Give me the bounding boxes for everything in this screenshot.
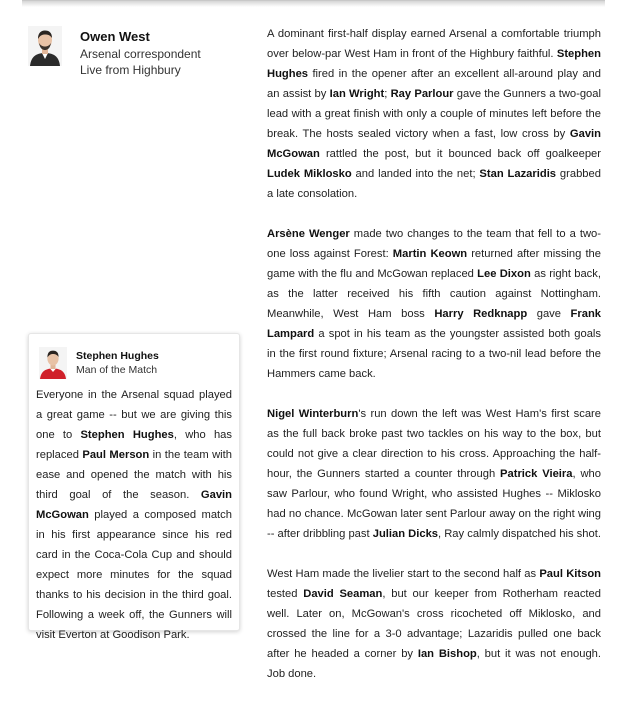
top-divider-shadow: [22, 0, 605, 7]
man-of-the-match-card: [28, 333, 240, 641]
text-run: rattled the post, but it bounced back off goalkeeper: [319, 148, 601, 160]
text-run: A dominant first-half display earned Arsenal a comfortable triumph over below-par West Ham in front of the Highbury faithful.: [267, 28, 601, 60]
player-name: Julian Dicks: [372, 528, 439, 540]
player-name: Harry Redknapp: [434, 308, 528, 320]
player-name: Lee Dixon: [477, 268, 531, 280]
person-portrait-icon: [28, 26, 62, 66]
author-details: [80, 28, 201, 78]
player-name: Stephen Hughes: [80, 429, 174, 441]
player-name: Patrick Vieira: [500, 468, 573, 480]
motm-title: Man of the Match: [76, 364, 158, 376]
text-run: in the team with ease and opened the match with his third goal of the season.: [36, 449, 232, 501]
article-paragraph: [267, 224, 601, 384]
text-run: returned after missing the game with the flu and McGowan replaced: [267, 248, 601, 280]
player-name: David Seaman: [303, 588, 383, 600]
text-run: , but our keeper from Rotherham reacted well. Later on, McGowan's cross ricocheted off Miklosko, and crossed the line for a 3-0 advantage; Lazaridis pulled one back after he headed a corner by: [267, 588, 601, 660]
player-name: Ian Wright: [329, 88, 385, 100]
article-paragraph: [267, 24, 601, 204]
player-name: Ray Parlour: [390, 88, 454, 100]
author-name: Owen West: [80, 29, 150, 44]
player-name: Stephen Hughes: [267, 48, 601, 80]
text-run: gave the Gunners a two-goal lead with a great finish with only a couple of minutes left before the break. The hosts sealed victory when a fast, low cross by: [267, 88, 601, 140]
text-run: 's run down the left was West Ham's first scare as the full back broke past two tackles on his way to the box, but could not give a clear direction to his cross. Approaching the half-hour, the Gunners started a counter through: [267, 408, 601, 480]
text-run: , who saw Parlour, who found Wright, who assisted Hughes -- Miklosko had no chance. McGowan later sent Parlour away on the right wing -- after dribbling past: [267, 468, 601, 540]
player-name: Frank Lampard: [267, 308, 601, 340]
text-run: played a composed match in his first appearance since his red card in the Coca-Cola Cup and should expect more minutes for the squad thanks to his decision in the third goal. Following a week off, the Gunners will visit Everton at Goodison Park.: [36, 509, 232, 641]
text-run: a spot in his team as the youngster assisted both goals in the first round fixture; Arsenal racing to a two-nil lead before the Hammers came back.: [267, 328, 601, 380]
text-run: fired in the opener after an excellent all-around play and an assist by: [267, 68, 601, 100]
player-name: Arsène Wenger: [267, 228, 350, 240]
text-run: gave: [527, 308, 571, 320]
player-name: Gavin McGowan: [267, 128, 601, 160]
text-run: , but it was not enough. Job done.: [267, 648, 602, 680]
text-run: , who has replaced: [36, 429, 232, 461]
text-run: West Ham made the livelier start to the second half as: [267, 568, 540, 580]
player-name: Martin Keown: [392, 248, 468, 260]
author-location: Live from Highbury: [80, 63, 181, 77]
text-run: ;: [384, 88, 391, 100]
text-run: and landed into the net;: [351, 168, 480, 180]
motm-player-name: Stephen Hughes: [76, 350, 159, 362]
text-run: tested: [267, 588, 304, 600]
player-name: Stan Lazaridis: [479, 168, 557, 180]
player-name: Nigel Winterburn: [267, 408, 359, 420]
article-paragraph: [267, 404, 601, 544]
text-run: as right back, as the latter received his fifth caution against Nottingham. Meanwhile, West Ham boss: [267, 268, 601, 320]
text-run: , Ray calmly dispatched his shot.: [438, 528, 601, 540]
motm-avatar: [39, 347, 67, 379]
author-avatar: [28, 26, 62, 66]
player-portrait-icon: [39, 347, 67, 379]
motm-description: [36, 385, 232, 645]
player-name: Paul Kitson: [539, 568, 601, 580]
player-name: Ludek Miklosko: [267, 168, 352, 180]
author-byline: [28, 26, 258, 86]
motm-header: [76, 349, 159, 377]
text-run: made two changes to the team that fell to a two-one loss against Forest:: [267, 228, 601, 260]
text-run: grabbed a late consolation.: [267, 168, 601, 200]
player-name: Gavin McGowan: [36, 489, 232, 521]
author-role: Arsenal correspondent: [80, 47, 201, 61]
article-paragraph: [267, 564, 601, 684]
player-name: Ian Bishop: [417, 648, 477, 660]
player-name: Paul Merson: [82, 449, 150, 461]
text-run: Everyone in the Arsenal squad played a great game -- but we are giving this one to: [36, 389, 232, 441]
match-report-article: [267, 24, 601, 704]
